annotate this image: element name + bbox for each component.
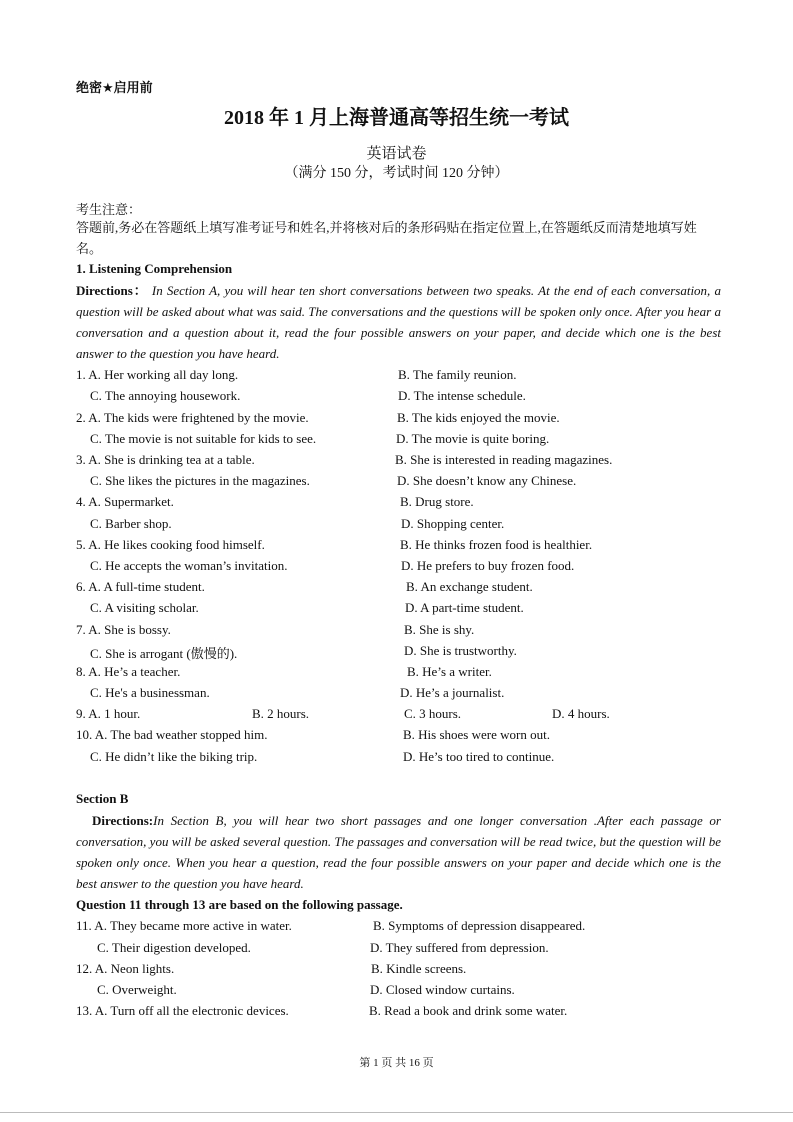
page-number: 第 1 页 共 16 页 bbox=[359, 1057, 434, 1069]
q7-option-b: B. She is shy. bbox=[404, 622, 475, 637]
notice-text: 答题前,务必在答题纸上填写准考证号和姓名,并将核对后的条形码贴在指定位置上,在答题纸反而清楚地填写姓名。 bbox=[76, 220, 697, 256]
exam-title: 2018 年 1 月上海普通高等招生统一考试 bbox=[224, 107, 569, 129]
q9-option-a: 9. A. 1 hour. bbox=[76, 706, 141, 721]
exam-score-time: （满分 150 分，考试时间 120 分钟） bbox=[284, 166, 509, 181]
q13-option-a: 13. A. Turn off all the electronic devices. bbox=[76, 1003, 289, 1018]
q2-option-b: B. The kids enjoyed the movie. bbox=[397, 410, 560, 425]
q8-option-b: B. He’s a writer. bbox=[407, 664, 492, 679]
page-edge-divider bbox=[0, 1112, 793, 1113]
q7-option-d: D. She is trustworthy. bbox=[404, 643, 517, 658]
q12-option-a: 12. A. Neon lights. bbox=[76, 961, 175, 976]
q8-option-a: 8. A. He’s a teacher. bbox=[76, 664, 181, 679]
directions-text: In Section B, you will hear two short passages and one longer conversation .After each passage or conversation, you will be asked several question. The passages and conversation will be read twice, but the question will be spoken only once. When you hear a question, read the four possible answers on your paper and decide which one is the best answer to the question you have heard. bbox=[76, 813, 721, 891]
directions-label: Directions: bbox=[92, 813, 154, 828]
section-a-heading: 1. Listening Comprehension bbox=[76, 261, 233, 276]
q6-option-a: 6. A. A full-time student. bbox=[76, 579, 205, 594]
passage-note: Question 11 through 13 are based on the following passage. bbox=[76, 897, 403, 912]
exam-subtitle: 英语试卷 bbox=[366, 146, 427, 162]
q6-option-b: B. An exchange student. bbox=[406, 579, 533, 594]
q8-option-c: C. He's a businessman. bbox=[90, 685, 210, 700]
q11-option-d: D. They suffered from depression. bbox=[370, 940, 549, 955]
q5-option-b: B. He thinks frozen food is healthier. bbox=[400, 537, 593, 552]
q1-option-d: D. The intense schedule. bbox=[398, 388, 526, 403]
q3-option-d: D. She doesn’t know any Chinese. bbox=[397, 473, 577, 488]
q2-option-d: D. The movie is quite boring. bbox=[396, 431, 550, 446]
q2-option-c: C. The movie is not suitable for kids to see. bbox=[90, 431, 317, 446]
section-b-directions bbox=[76, 810, 721, 894]
q5-option-c: C. He accepts the woman’s invitation. bbox=[90, 558, 288, 573]
q3-option-b: B. She is interested in reading magazines. bbox=[395, 452, 613, 467]
q13-option-b: B. Read a book and drink some water. bbox=[369, 1003, 568, 1018]
q9-option-b: B. 2 hours. bbox=[252, 706, 310, 721]
q2-option-a: 2. A. The kids were frightened by the movie. bbox=[76, 410, 309, 425]
q9-option-d: D. 4 hours. bbox=[552, 706, 610, 721]
q12-option-c: C. Overweight. bbox=[97, 982, 177, 997]
q1-option-b: B. The family reunion. bbox=[398, 367, 517, 382]
q11-option-c: C. Their digestion developed. bbox=[97, 940, 251, 955]
q4-option-a: 4. A. Supermarket. bbox=[76, 494, 174, 509]
q12-option-d: D. Closed window curtains. bbox=[370, 982, 515, 997]
q7-option-c: C. She is arrogant (傲慢的). bbox=[90, 646, 238, 661]
q8-option-d: D. He’s a journalist. bbox=[400, 685, 505, 700]
q9-option-c: C. 3 hours. bbox=[404, 706, 462, 721]
notice-heading: 考生注意： bbox=[76, 202, 142, 217]
q3-option-a: 3. A. She is drinking tea at a table. bbox=[76, 452, 255, 467]
q4-option-b: B. Drug store. bbox=[400, 494, 474, 509]
q5-option-d: D. He prefers to buy frozen food. bbox=[401, 558, 575, 573]
q4-option-c: C. Barber shop. bbox=[90, 516, 172, 531]
q10-option-d: D. He’s too tired to continue. bbox=[403, 749, 555, 764]
section-a-directions bbox=[76, 280, 721, 364]
q7-option-a: 7. A. She is bossy. bbox=[76, 622, 171, 637]
secret-label: 绝密★启用前 bbox=[76, 81, 153, 96]
q1-option-a: 1. A. Her working all day long. bbox=[76, 367, 239, 382]
q10-option-b: B. His shoes were worn out. bbox=[403, 727, 550, 742]
q6-option-c: C. A visiting scholar. bbox=[90, 600, 199, 615]
directions-label: Directions： bbox=[76, 283, 148, 298]
q6-option-d: D. A part-time student. bbox=[405, 600, 524, 615]
q10-option-a: 10. A. The bad weather stopped him. bbox=[76, 727, 268, 742]
q12-option-b: B. Kindle screens. bbox=[371, 961, 467, 976]
q5-option-a: 5. A. He likes cooking food himself. bbox=[76, 537, 265, 552]
q11-option-b: B. Symptoms of depression disappeared. bbox=[373, 918, 586, 933]
q1-option-c: C. The annoying housework. bbox=[90, 388, 241, 403]
q10-option-c: C. He didn’t like the biking trip. bbox=[90, 749, 258, 764]
q3-option-c: C. She likes the pictures in the magazines. bbox=[90, 473, 310, 488]
q4-option-d: D. Shopping center. bbox=[401, 516, 505, 531]
directions-text: In Section A, you will hear ten short conversations between two speaks. At the end of each conversation, a question will be asked about what was said. The conversations and the questions will be spoken only once. After you hear a conversation and a question about it, read the four possible answers on your paper, and decide which one is the best answer to the question you have heard. bbox=[76, 283, 721, 361]
q11-option-a: 11. A. They became more active in water. bbox=[76, 918, 292, 933]
section-b-heading: Section B bbox=[76, 791, 129, 806]
